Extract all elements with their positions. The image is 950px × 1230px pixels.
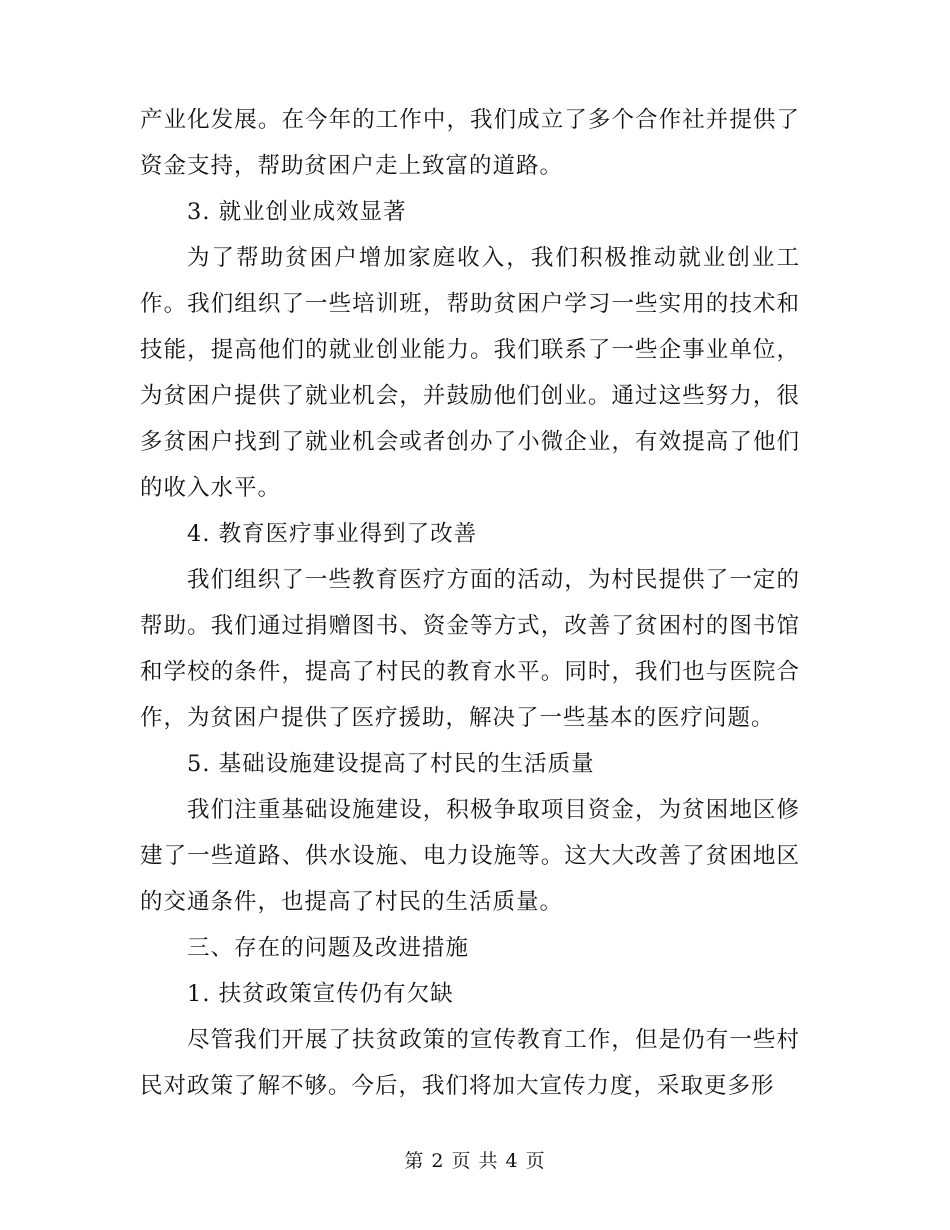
paragraph-policy-publicity: 尽管我们开展了扶贫政策的宣传教育工作，但是仍有一些村民对政策了解不够。今后，我们将加大宣传力度，采取更多形 [140,1027,800,1099]
chapter-heading-problems: 三、存在的问题及改进措施 [187,935,470,961]
section-heading-policy-publicity: 1. 扶贫政策宣传仍有欠缺 [187,981,454,1007]
paragraph-infrastructure: 我们注重基础设施建设，积极争取项目资金，为贫困地区修建了一些道路、供水设施、电力设施等。这大大改善了贫困地区的交通条件，也提高了村民的生活质量。 [140,797,800,915]
paragraph-continuation: 产业化发展。在今年的工作中，我们成立了多个合作社并提供了资金支持，帮助贫困户走上致富的道路。 [140,107,800,179]
page-footer: 第 2 页 共 4 页 [404,1150,546,1172]
section-heading-education-medical: 4. 教育医疗事业得到了改善 [187,521,478,547]
section-heading-employment: 3. 就业创业成效显著 [187,199,407,225]
paragraph-employment: 为了帮助贫困户增加家庭收入，我们积极推动就业创业工作。我们组织了一些培训班，帮助贫困户学习一些实用的技术和技能，提高他们的就业创业能力。我们联系了一些企事业单位，为贫困户提供了就业机会，并鼓励他们创业。通过这些努力，很多贫困户找到了就业机会或者创办了小微企业，有效提高了他们的收入水平。 [140,245,800,501]
paragraph-education-medical: 我们组织了一些教育医疗方面的活动，为村民提供了一定的帮助。我们通过捐赠图书、资金等方式，改善了贫困村的图书馆和学校的条件，提高了村民的教育水平。同时，我们也与医院合作，为贫困户提供了医疗援助，解决了一些基本的医疗问题。 [140,567,800,731]
document-body [140,97,800,1109]
section-heading-infrastructure: 5. 基础设施建设提高了村民的生活质量 [187,751,595,777]
